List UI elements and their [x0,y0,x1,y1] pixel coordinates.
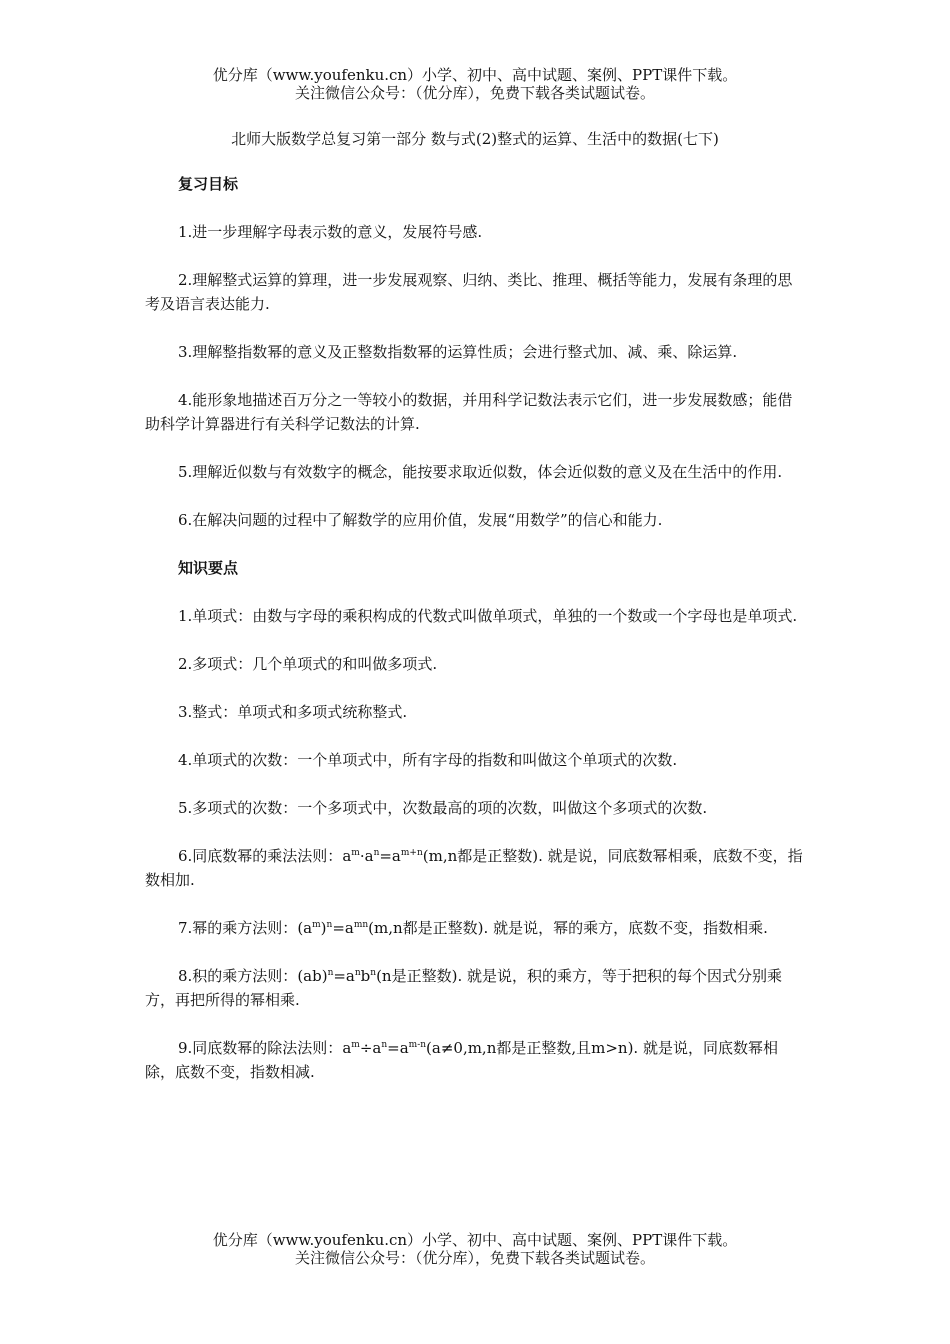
rule8-text: (n是正整数). 就是说，积的乘方，等于把积的每个因式分别乘方，再把所得的幂相乘. [145,967,782,1009]
rule8-exp-n3: n [370,968,377,978]
document-title: 北师大版数学总复习第一部分 数与式(2)整式的运算、生活中的数据(七下) [231,130,719,148]
point-item-6 [145,844,805,892]
rule8-exp-n: n [327,968,334,978]
rule8-base: (ab) [297,967,328,985]
rule7-text: (m,n都是正整数). 就是说，幂的乘方，底数不变，指数相乘. [368,919,768,937]
rule8-b: b [360,967,371,985]
rule9-base: a [342,1039,352,1057]
rule6-label: 6.同底数幂的乘法法则： [178,847,343,865]
footer-line-1: 优分库（www.youfenku.cn）小学、初中、高中试题、案例、PPT课件下载。 [212,1231,738,1249]
rule6-text: (m,n都是正整数). 就是说，同底数幂相乘，底数不变，指数相加. [145,847,803,889]
goal-item-2: 2.理解整式运算的算理，进一步发展观察、归纳、类比、推理、概括等能力，发展有条理的思考及语言表达能力. [145,271,793,313]
goal-item-1: 1.进一步理解字母表示数的意义，发展符号感. [178,223,483,241]
rule9-exp-m: m [351,1040,360,1050]
page-footer [0,1231,950,1267]
rule9-label: 9.同底数幂的除法法则： [178,1039,343,1057]
point-item-7 [145,916,805,940]
rule7-label: 7.幂的乘方法则： [178,919,298,937]
point-item-2: 2.多项式：几个单项式的和叫做多项式. [178,655,438,673]
point-item-5: 5.多项式的次数：一个多项式中，次数最高的项的次数，叫做这个多项式的次数. [178,799,708,817]
rule7-close: ) [320,919,327,937]
point-item-9 [145,1036,805,1084]
rule6-exp-m: m [351,848,360,858]
rule9-text: (a≠0,m,n都是正整数,且m>n). 就是说，同底数幂相除，底数不变，指数相减. [145,1039,778,1081]
rule6-dot: · [359,847,365,865]
point-item-4: 4.单项式的次数：一个单项式中，所有字母的指数和叫做这个单项式的次数. [178,751,678,769]
footer-line-2: 关注微信公众号：（优分库），免费下载各类试题试卷。 [294,1249,655,1267]
rule7-exp-mn: mn [353,920,369,930]
rule9-div: ÷a [359,1039,382,1057]
point-item-3: 3.整式：单项式和多项式统称整式. [178,703,408,721]
header-line-2: 关注微信公众号：（优分库），免费下载各类试题试卷。 [294,84,655,102]
rule9-exp-n: n [381,1040,388,1050]
header-line-1: 优分库（www.youfenku.cn）小学、初中、高中试题、案例、PPT课件下载。 [212,66,738,84]
rule7-open: (a [297,919,313,937]
rule6-base-2: a [364,847,374,865]
rule9-exp-diff: m-n [408,1040,427,1050]
point-item-1: 1.单项式：由数与字母的乘积构成的代数式叫做单项式，单独的一个数或一个字母也是单项式. [178,607,798,625]
points-heading: 知识要点 [178,559,239,577]
rule8-label: 8.积的乘方法则： [178,967,298,985]
rule6-exp-sum: m+n [400,848,423,858]
rule6-eq: =a [379,847,401,865]
rule7-exp-n: n [326,920,333,930]
rule8-eq: =a [333,967,355,985]
point-item-8 [145,964,805,1012]
rule7-eq: =a [332,919,354,937]
goal-item-4: 4.能形象地描述百万分之一等较小的数据，并用科学记数法表示它们，进一步发展数感；能借助科学计算器进行有关科学记数法的计算. [145,391,793,433]
document-body [145,172,805,1084]
goals-heading: 复习目标 [178,175,239,193]
goal-item-6: 6.在解决问题的过程中了解数学的应用价值，发展“用数学”的信心和能力. [178,511,663,529]
goal-item-5: 5.理解近似数与有效数字的概念，能按要求取近似数，体会近似数的意义及在生活中的作用. [178,463,783,481]
rule8-exp-n2: n [354,968,361,978]
rule6-exp-n: n [373,848,380,858]
page-header [0,66,950,102]
rule7-exp-m: m [312,920,321,930]
goal-item-3: 3.理解整指数幂的意义及正整数指数幂的运算性质；会进行整式加、减、乘、除运算. [178,343,738,361]
rule9-eq: =a [387,1039,409,1057]
rule6-base: a [342,847,352,865]
